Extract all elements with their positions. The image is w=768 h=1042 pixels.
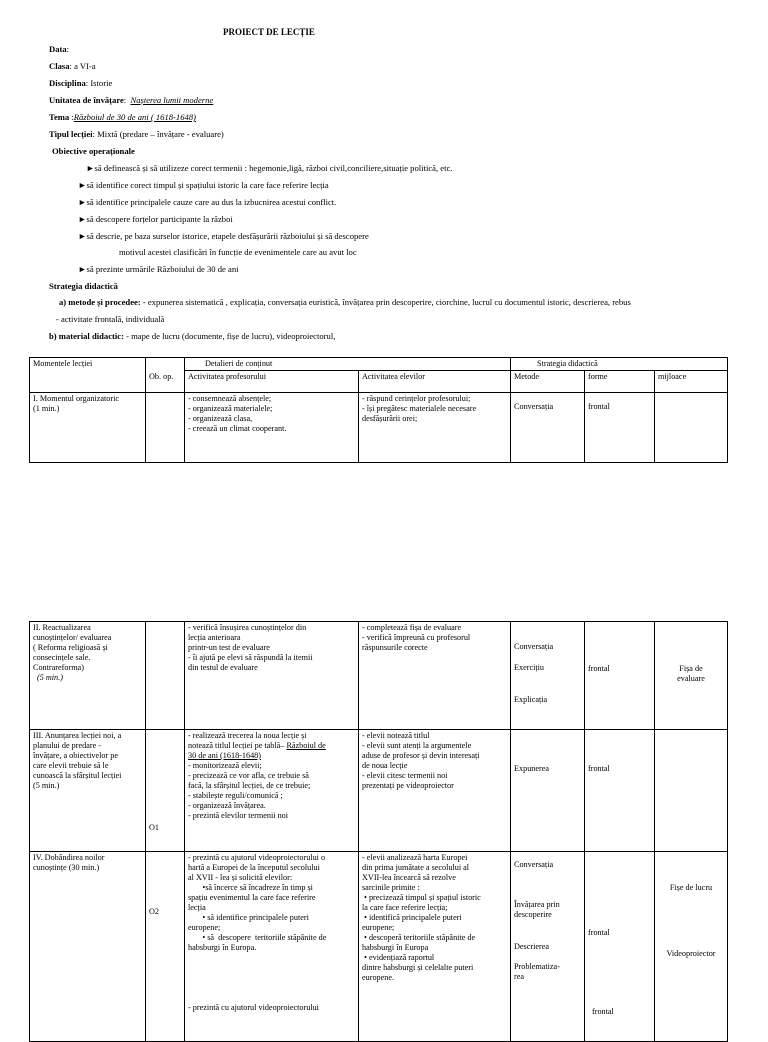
moment-cell xyxy=(30,622,146,730)
prof-line: printr-un test de evaluare xyxy=(188,643,270,652)
prof-line: - organizează învățarea. xyxy=(188,801,266,810)
prof-line xyxy=(188,751,355,761)
elevi-line: din prima jumătate a secolului al xyxy=(362,863,470,872)
metode-item: rea xyxy=(514,972,524,981)
prof-line: - prezintă cu ajutorul videoproiectorului o xyxy=(188,853,326,862)
unitatea-value: Nașterea lumii moderne xyxy=(130,95,214,105)
lesson-title-text: Războiul de xyxy=(286,741,326,750)
metode-item: Explicația xyxy=(514,695,548,704)
moment-time: (5 min.) xyxy=(33,781,60,790)
elevi-cell xyxy=(359,852,511,1042)
prof-line: •să încerce să încadreze în timp și xyxy=(188,883,313,892)
metode-item: Problematiza- xyxy=(514,962,560,971)
elevi-line: - completează fișa de evaluare xyxy=(362,623,462,632)
tema-label: Tema xyxy=(49,112,70,122)
mijloace-item: Fișa de xyxy=(679,664,703,673)
moment-text: Contrareforma) xyxy=(33,663,84,672)
prof-line: lecția anterioara xyxy=(188,633,241,642)
metode-item: Conversația xyxy=(514,860,554,869)
ob-cell xyxy=(146,622,185,730)
mijloace-cell xyxy=(655,622,728,730)
mijloace-item: evaluare xyxy=(677,674,705,683)
moment-time: (5 min.) xyxy=(37,673,63,682)
ob-cell: O2 xyxy=(146,852,185,1042)
header-metode: Metode xyxy=(511,371,585,393)
ob-cell: O1 xyxy=(146,730,185,852)
moment-text: cunoască la sfârșitul lecției xyxy=(33,771,122,780)
clasa-label: Clasa xyxy=(49,61,70,71)
prof-line: spațiu evenimentul la care face referire xyxy=(188,893,316,902)
elevi-line: prezentați pe videoproiector xyxy=(362,781,454,790)
moment-text: IV. Dobândirea noilor xyxy=(33,853,105,862)
header-activitatea-elevilor: Activitatea elevilor xyxy=(359,371,511,393)
prof-line: - realizează trecerea la noua lecție și xyxy=(188,731,307,740)
elevi-line: sarcinile primite : xyxy=(362,883,420,892)
moment-text: care elevii trebuie să le xyxy=(33,761,109,770)
elevi-line: - elevii citesc termenii noi xyxy=(362,771,448,780)
moment-cell xyxy=(30,730,146,852)
header-activitatea-profesorului: Activitatea profesorului xyxy=(185,371,359,393)
moment-cell xyxy=(30,852,146,1042)
prof-line: - consemnează absențele; xyxy=(188,394,272,403)
prof-line: - precizează ce vor afla, ce trebuie să xyxy=(188,771,309,780)
prof-cell xyxy=(185,852,359,1042)
clasa-value: : a VI-a xyxy=(69,61,96,71)
moment-time: (1 min.) xyxy=(33,404,60,413)
metode-item: Exercițiu xyxy=(514,663,545,672)
metode-cell: Conversația xyxy=(511,393,585,463)
forme-item: frontal xyxy=(588,928,610,937)
elevi-cell xyxy=(359,730,511,852)
elevi-line: europene; xyxy=(362,923,395,932)
activitate-line: - activitate frontală, individuală xyxy=(56,314,165,324)
header-detalieri: Detalieri de conținut xyxy=(185,358,511,371)
header-strategia: Strategia didactică xyxy=(511,358,728,371)
obiective-heading xyxy=(52,146,135,157)
prof-line: al XVII - lea și solicită elevilor: xyxy=(188,873,293,882)
strategia-label: Strategia didactică xyxy=(49,281,118,291)
elevi-line: - elevii notează titlul xyxy=(362,731,430,740)
elevi-line: - verifică împreună cu profesorul xyxy=(362,633,471,642)
elevi-cell xyxy=(359,393,511,463)
elevi-line: dintre habsburgi și celelalte puteri xyxy=(362,963,474,972)
prof-cell xyxy=(185,393,359,463)
obiectiv-item: ►să identifice corect timpul și spațiului istoric la care face referire lecția xyxy=(78,180,329,190)
material-line xyxy=(49,331,335,342)
elevi-line: - răspund cerințelor profesorului; xyxy=(362,394,471,403)
elevi-line: habsburgi în Europa xyxy=(362,943,429,952)
elevi-line: - elevii sunt atenți la argumentele xyxy=(362,741,472,750)
prof-line: - verifică însușirea cunoștințelor din xyxy=(188,623,307,632)
forme-item: frontal xyxy=(592,1007,614,1016)
disciplina-line xyxy=(49,78,112,89)
obiectiv-item: ►să prezinte urmările Războiului de 30 de ani xyxy=(78,264,239,274)
header-forme: forme xyxy=(585,371,655,393)
mijloace-cell xyxy=(655,852,728,1042)
prof-line: - prezintă elevilor termenii noi xyxy=(188,811,289,820)
elevi-line: • precizează timpul și spațiul istoric xyxy=(362,893,481,902)
disciplina-label: Disciplina xyxy=(49,78,86,88)
elevi-line: desfășurării orei; xyxy=(362,414,418,423)
elevi-line: de noua lecție xyxy=(362,761,408,770)
metode-item: descoperire xyxy=(514,910,552,919)
strategia-heading xyxy=(49,281,118,292)
mijloace-item: Fișe de lucru xyxy=(669,883,713,892)
elevi-line: răspunsurile corecte xyxy=(362,643,428,652)
tipul-label: Tipul lecției xyxy=(49,129,93,139)
forme-cell: frontal xyxy=(585,730,655,852)
header-ob-op: Ob. op. xyxy=(146,371,185,393)
moment-cell xyxy=(30,393,146,463)
metode-cell: Expunerea xyxy=(511,730,585,852)
obiectiv-item: ►să identifice principalele cauze care au dus la izbucnirea acestui conflict. xyxy=(78,197,337,207)
metode-item: Descrierea xyxy=(514,942,549,951)
prof-line: facă, la sfârșitul lecției, de ce trebuie; xyxy=(188,781,311,790)
prof-cell xyxy=(185,730,359,852)
prof-text: notează titlul lecției pe tablă– xyxy=(188,741,287,750)
obiectiv-item: ►să descrie, pe baza surselor istorice, etapele desfășurării războiului și să descopere xyxy=(78,231,369,241)
elevi-line: aduse de profesor și devin interesați xyxy=(362,751,480,760)
tema-line xyxy=(49,112,196,123)
prof-line: hartă a Europei de la începutul secolului xyxy=(188,863,320,872)
lesson-title-text: 30 de ani (1618-1648) xyxy=(188,751,261,760)
forme-cell: frontal xyxy=(585,622,655,730)
obiectiv-item-continuation: motivul acestei clasificări în funcție de evenimentele care au avut loc xyxy=(119,247,357,257)
forme-cell xyxy=(585,852,655,1042)
prof-line: • să identifice principalele puteri xyxy=(188,913,309,922)
prof-line: europene; xyxy=(188,923,221,932)
header-mijloace: mijloace xyxy=(655,371,728,393)
material-value: - mape de lucru (documente, fișe de lucru), videoproiectorul, xyxy=(123,331,336,341)
moment-text: cunoștințe (30 min.) xyxy=(33,863,100,872)
unitatea-line xyxy=(49,95,213,106)
elevi-line: • evidențiază raportul xyxy=(362,953,435,962)
ob-cell xyxy=(146,393,185,463)
lesson-table-top xyxy=(29,357,728,463)
moment-text: III. Anunțarea lecției noi, a xyxy=(33,731,122,740)
prof-line: din testul de evaluare xyxy=(188,663,258,672)
prof-line: - organizează materialele; xyxy=(188,404,273,413)
tema-sep: : xyxy=(71,112,74,122)
disciplina-value: : Istorie xyxy=(85,78,113,88)
metode-cell xyxy=(511,852,585,1042)
unitatea-sep: : xyxy=(123,95,127,105)
prof-line: lecția xyxy=(188,903,206,912)
elevi-cell xyxy=(359,622,511,730)
elevi-line: • descoperă teritoriile stăpânite de xyxy=(362,933,476,942)
metode-item: Conversația xyxy=(514,642,554,651)
metode-label: a) metode și procedee: xyxy=(59,297,141,307)
metode-cell xyxy=(511,622,585,730)
elevi-line: europene. xyxy=(362,973,395,982)
prof-line-cut: - prezintă cu ajutorul videoproiectorului xyxy=(188,1003,319,1012)
elevi-line: - își pregătesc materialele necesare xyxy=(362,404,477,413)
moment-text: învățare, a obiectivelor pe xyxy=(33,751,119,760)
obiectiv-item: ►să descopere forțelor participante la război xyxy=(78,214,233,224)
prof-line: - organizează clasa, xyxy=(188,414,253,423)
prof-line: - monitorizează elevii; xyxy=(188,761,262,770)
elevi-line: • identifică principalele puteri xyxy=(362,913,462,922)
clasa-line xyxy=(49,61,96,72)
elevi-line: - elevii analizează harta Europei xyxy=(362,853,468,862)
mijloace-cell xyxy=(655,730,728,852)
prof-line: - stabilește reguli/comunică ; xyxy=(188,791,283,800)
obiectiv-item: ►să definească și să utilizeze corect termenii : hegemonie,ligă, război civil,concilierе,situație politică, etc. xyxy=(86,163,453,173)
prof-line: - creează un climat cooperant. xyxy=(188,424,287,433)
moment-text: planului de predare - xyxy=(33,741,101,750)
prof-line: - îi ajută pe elevi să răspundă la itemii xyxy=(188,653,313,662)
mijloace-item: Videoproiector xyxy=(666,949,716,958)
material-label: b) material didactic: xyxy=(49,331,124,341)
data-value: : xyxy=(66,44,70,54)
prof-cell xyxy=(185,622,359,730)
metode-value: - expunerea sistematică , explicația, conversația euristică, învățarea prin descoperire, ciorchine, lucrul cu documentul istoric, descrierea, rebus xyxy=(140,297,631,307)
metode-line xyxy=(59,297,631,308)
elevi-line: XVII-lea încearcă să rezolve xyxy=(362,873,456,882)
tipul-value: : Mixtă (predare – învățare - evaluare) xyxy=(92,129,224,139)
unitatea-label: Unitatea de învățare xyxy=(49,95,124,105)
tipul-line xyxy=(49,129,224,140)
moment-text: consecințele sale. xyxy=(33,653,91,662)
mijloace-cell xyxy=(655,393,728,463)
header-momentele: Momentele lecției xyxy=(30,358,146,393)
prof-line xyxy=(188,741,355,751)
prof-line: • să descopere teritoriile stăpânite de xyxy=(188,933,327,942)
page-title: PROIECT DE LECȚIE xyxy=(223,27,315,37)
elevi-line: la care face referire lecția; xyxy=(362,903,448,912)
forme-cell: frontal xyxy=(585,393,655,463)
lesson-table-bottom xyxy=(29,621,728,1042)
metode-item: Învățarea prin xyxy=(514,900,560,909)
obiective-label: Obiective operaționale xyxy=(52,146,135,156)
prof-line: habsburgi în Europa. xyxy=(188,943,257,952)
moment-text: ( Reforma religioasă și xyxy=(33,643,108,652)
data-label: Data xyxy=(49,44,67,54)
moment-text: I. Momentul organizatoric xyxy=(33,394,120,403)
tema-value: Războiul de 30 de ani ( 1618-1648) xyxy=(73,112,196,122)
data-line xyxy=(49,44,69,55)
moment-text: cunoștințelor/ evaluarea xyxy=(33,633,112,642)
moment-text: II. Reactualizarea xyxy=(33,623,91,632)
